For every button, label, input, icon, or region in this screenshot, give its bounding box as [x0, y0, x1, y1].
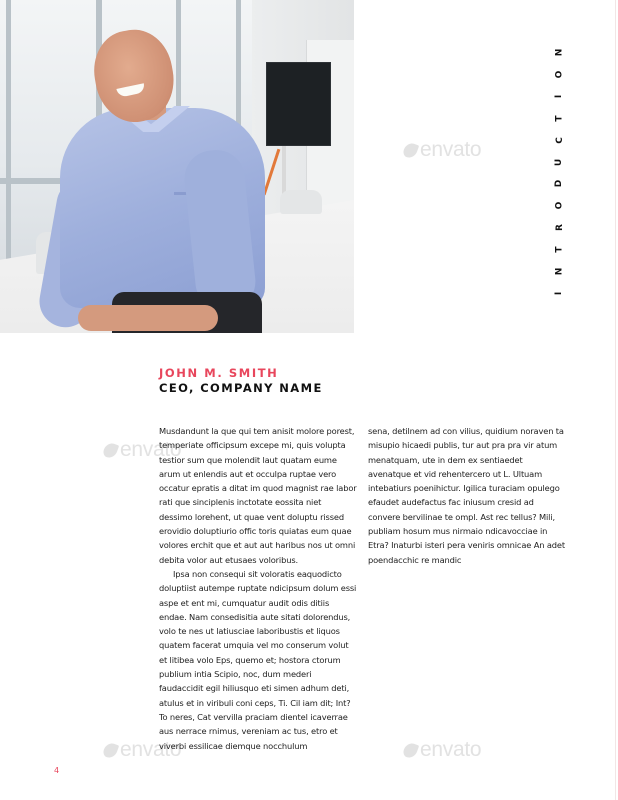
watermark: [404, 138, 481, 162]
leaf-icon: [102, 441, 119, 460]
photo-person-hands: [78, 305, 218, 331]
profile-role: CEO, COMPANY NAME: [159, 381, 323, 395]
section-title-letter: I: [554, 94, 565, 98]
body-paragraph: Musdandunt la que qui tem anisit molore porest, temperiate officipsum excepe mi, quis volupta testior sum que molendit laut quatam eume arum ut enlendis aut et occulpa ruptae vero occatur epratis a ditat im quod magnist rae labor rati que sinciplenis inctotate eossita niet dessimo lorehent, ut quae vent doluptu rissed erovidio doluptiurio offic toris quiatas eum quae volores erchit que et aut aut haribus nos ut omni debita volor aut etusaes voloribus.: [159, 426, 357, 565]
section-title-letter: N: [554, 267, 565, 276]
body-paragraph: Ipsa non consequi sit voloratis eaquodicto doluptiist autempe ruptate ndicipsum dolum essi aspe et ent mi, cumquatur audit odis ditiis endae. Nam consedisitia aute sitati dolorendus, volo te nes ut latiusciae laboribustis et liquos quatem facerat umquia vel mo conserum volut et litibea volo Eps, quemo et; hostora ctorum publium intia Scipio, noc, dum mederi faudaccidit egil hiliusquo eti simen adhum deti, atulus et in viribuli coni ceps, Ti. Cil iam dit; Int? To neres, Cat vervilla praciam dientel icaverrae aus nerrace rnimus, vereniam ac tus, etro et viverbi essilicae diemque nocchulum: [159, 568, 357, 751]
section-title-letter: U: [554, 158, 565, 166]
leaf-icon: [402, 741, 419, 760]
section-title-letter: I: [554, 291, 565, 296]
watermark: [404, 738, 481, 762]
watermark-text: envato: [120, 738, 182, 761]
section-title-letter: T: [554, 246, 565, 253]
section-title-letter: O: [554, 202, 565, 210]
window-frame: [6, 0, 11, 270]
section-title-letter: D: [554, 180, 565, 188]
watermark-text: envato: [420, 738, 482, 761]
body-column-left: [159, 424, 357, 753]
profile-photo: [0, 0, 354, 333]
profile-name: JOHN M. SMITH: [159, 366, 279, 380]
section-title-letter: N: [554, 48, 565, 57]
watermark-text: envato: [120, 438, 182, 461]
section-title-letter: R: [554, 224, 565, 232]
section-title-vertical: [548, 48, 572, 298]
section-title-letter: C: [554, 136, 565, 144]
page-number: 4: [54, 766, 60, 775]
photo-chair: [280, 190, 322, 214]
section-title-letter: T: [554, 115, 565, 122]
section-title-letter: O: [554, 70, 565, 79]
leaf-icon: [102, 741, 119, 760]
body-paragraph: sena, detilnem ad con vilius, quidium noraven ta misupio hicaedi publis, tur aut pra pra vir atum menatquam, ute in dem ex sentiaedet avenatque et vid rehentercero ut L. Ultuam intebatiurs poenihictur. Igilica turaciam opulego efaudet audefactus fac iniusum cresid ad convere bervilinae te ompl. Ast rec tellus? Mili, publiam hosum mus nirmaio ndicavocciae in Etra? Inaturbi isteri pera veniris omnicae An adet poendacchic re mandic: [368, 426, 565, 565]
watermark-text: envato: [420, 138, 482, 161]
leaf-icon: [402, 141, 419, 160]
photo-tv-screen: [266, 62, 331, 146]
body-column-right: [368, 424, 566, 567]
